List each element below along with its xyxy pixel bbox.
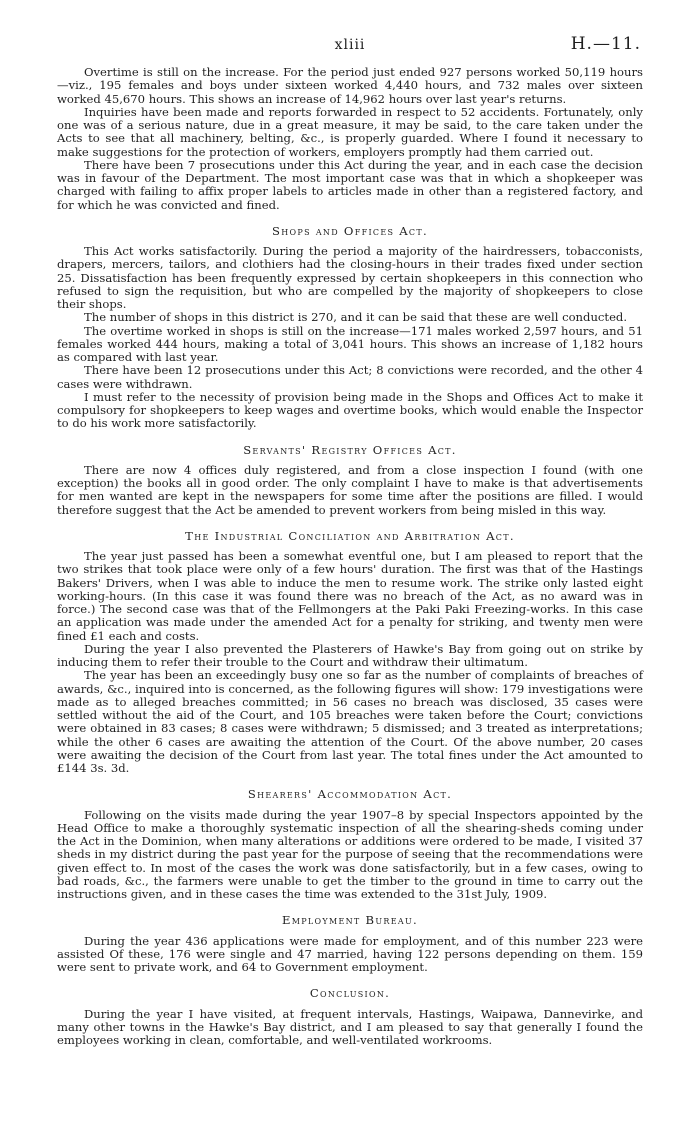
body-text [57, 66, 643, 1047]
paragraph: There have been 7 prosecutions under this Act during the year, and in each case the decision was in favour of the Department. The most important case was that in which a shopkeeper was charged with failing to affix proper labels to articles made in other than a registered factory, and for which he was convicted and fined. [57, 157, 643, 212]
paragraph: The overtime worked in shops is still on the increase—171 males worked 2,597 hours, and 51 females worked 444 hours, making a total of 3,041 hours. This shows an increase of 1,182 hours as compared with last year. [57, 323, 643, 364]
section-heading-employment-bureau: Employment Bureau. [282, 913, 418, 928]
paragraph: Following on the visits made during the year 1907–8 by special Inspectors appointed by the Head Office to make a thoroughly systematic inspection of all the shearing-sheds coming under the Act in the Dominion, when many alterations or additions were ordered to be made, I visited 37 sheds in my district during the past year for the purpose of seeing that the recommendations were given effect to. In most of the cases the work was done satisfactorily, but in a few cases, owing to bad roads, &c., the farmers were unable to get the timber to the ground in time to carry out the instructions given, and in these cases the time was extended to the 31st July, 1909. [57, 807, 643, 901]
section-heading-industrial-conciliation: The Industrial Conciliation and Arbitration Act. [185, 528, 515, 543]
section-heading-shops-and-offices: Shops and Offices Act. [272, 223, 428, 238]
section-heading-conclusion: Conclusion. [309, 986, 391, 1001]
paragraph: This Act works satisfactorily. During the period a majority of the hairdressers, tobacconists, drapers, mercers, tailors, and clothiers had the closing-hours in their trades fixed under section 25. Dissatisfaction has been frequently expressed by certain shopkeepers in this connection who refused to sign the requisition, but who are compelled by the majority of shopkeepers to close their shops. [57, 244, 643, 311]
paragraph: The year has been an exceedingly busy one so far as the number of complaints of breaches of awards, &c., inquired into is concerned, as the following figures will show: 179 investigations were made as to alleged breaches committed; in 56 cases no breach was disclosed, 35 cases were settled without the aid of the Court, and 105 breaches were taken before the Court; convictions were obtained in 83 cases; 8 cases were withdrawn; 5 dismissed; and 3 treated as interpretations; while the other 6 cases are awaiting the attention of the Court. Of the above number, 20 cases were awaiting the decision of the Court from last year. The total fines under the Act amounted to £144 3s. 3d. [57, 668, 643, 775]
section-heading-shearers-accommodation: Shearers' Accommodation Act. [247, 787, 453, 802]
paragraph: There are now 4 offices duly registered, and from a close inspection I found (with one exception) the books all in good order. The only complaint I have to make is that advertisements for men wanted are kept in the newspapers for some time after the positions are filled. I would therefore suggest that the Act be amended to prevent workers from being misled in this way. [57, 462, 643, 517]
paragraph: There have been 12 prosecutions under this Act; 8 convictions were recorded, and the other 4 cases were withdrawn. [57, 363, 643, 391]
page-number: xliii [334, 37, 366, 53]
paragraph: Overtime is still on the increase. For the period just ended 927 persons worked 50,119 hours—viz., 195 females and boys under sixteen worked 4,440 hours, and 732 males over sixteen worked 45,670 hours. This shows an increase of 14,962 hours over last year's returns. [57, 65, 643, 106]
paragraph: The year just passed has been a somewhat eventful one, but I am pleased to report that the two strikes that took place were only of a few hours' duration. The first was that of the Hastings Bakers' Drivers, when I was able to induce the men to resume work. The strike only lasted eight working-hours. (In this case it was found there was no breach of the Act, as no award was in force.) The second case was that of the Fellmongers at the Paki Paki Freezing-works. In this case an application was made under the amended Act for a penalty for striking, and twenty men were fined £1 each and costs. [57, 549, 643, 643]
paragraph: Inquiries have been made and reports forwarded in respect to 52 accidents. Fortunately, only one was of a serious nature, due in a great measure, it may be said, to the care taken under the Acts to see that all machinery, belting, &c., is properly guarded. Where I found it necessary to make suggestions for the protection of workers, employers promptly had them carried out. [57, 104, 643, 159]
document-reference: H.—11. [570, 34, 641, 54]
section-heading-servants-registry: Servants' Registry Offices Act. [243, 442, 457, 457]
paragraph: During the year I have visited, at frequent intervals, Hastings, Waipawa, Dannevirke, and many other towns in the Hawke's Bay district, and I am pleased to say that generally I found the employees working in clean, comfortable, and well-ventilated workrooms. [57, 1006, 643, 1047]
paragraph: During the year 436 applications were made for employment, and of this number 223 were assisted Of these, 176 were single and 47 married, having 122 persons depending on them. 159 were sent to private work, and 64 to Government employment. [57, 933, 643, 974]
paragraph: The number of shops in this district is 270, and it can be said that these are well conducted. [84, 310, 628, 325]
paragraph: I must refer to the necessity of provision being made in the Shops and Offices Act to make it compulsory for shopkeepers to keep wages and overtime books, which would enable the Inspector to do his work more satisfactorily. [57, 389, 643, 431]
paragraph: During the year I also prevented the Plasterers of Hawke's Bay from going out on strike by inducing them to refer their trouble to the Court and withdraw their ultimatum. [57, 641, 643, 669]
